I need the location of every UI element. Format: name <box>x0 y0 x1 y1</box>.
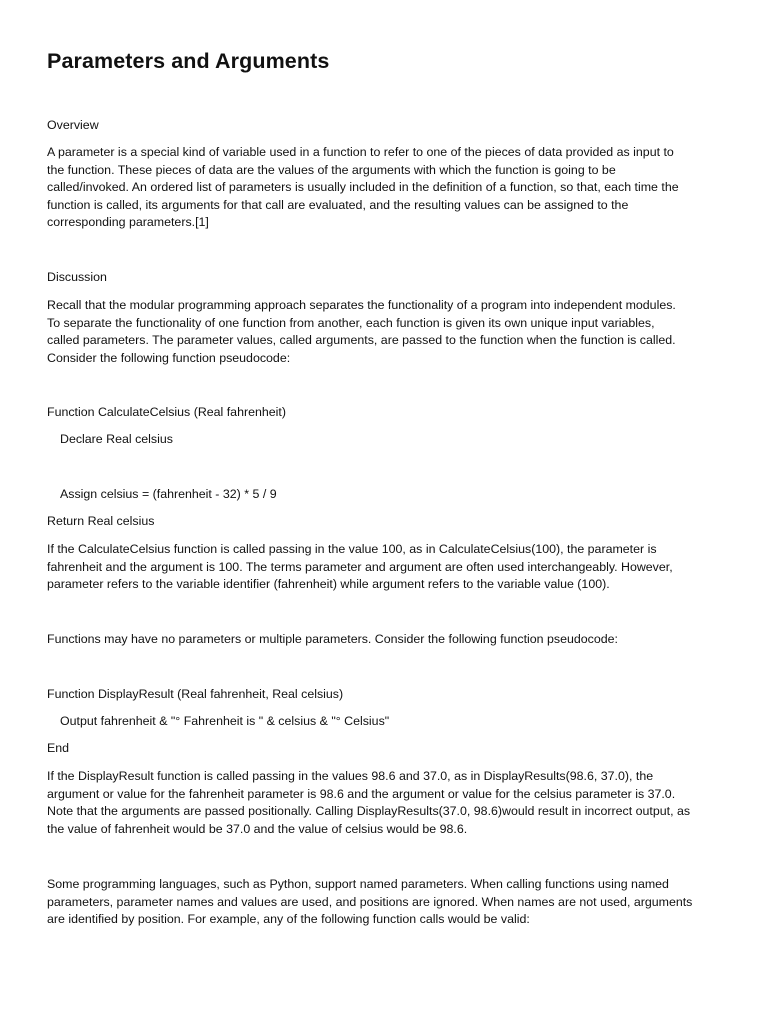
overview-line: corresponding parameters.[1] <box>47 215 209 230</box>
code1-assign: Assign celsius = (fahrenheit - 32) * 5 / 9 <box>60 487 277 501</box>
code1-header: Function CalculateCelsius (Real fahrenheit) <box>47 405 286 419</box>
overview-line: function is called, its arguments for that call are evaluated, and the resulting values can be assigned to the <box>47 197 629 212</box>
overview-line: the function. These pieces of data are the values of the arguments with which the function is going to be <box>47 162 616 177</box>
discussion-paragraph <box>47 297 676 367</box>
calc-line: parameter refers to the variable identifier (fahrenheit) while argument refers to the variable value (100). <box>47 577 610 592</box>
discussion-heading: Discussion <box>47 270 107 284</box>
overview-heading: Overview <box>47 118 99 132</box>
code2-header: Function DisplayResult (Real fahrenheit, Real celsius) <box>47 687 344 701</box>
discussion-line: Recall that the modular programming approach separates the functionality of a program into independent modules. <box>47 298 676 312</box>
display-line: Note that the arguments are passed positionally. Calling DisplayResults(37.0, 98.6)would result in incorrect output, as <box>47 804 691 819</box>
code2-output: Output fahrenheit & "° Fahrenheit is " & celsius & "° Celsius" <box>60 714 390 728</box>
code1-declare: Declare Real celsius <box>60 432 173 446</box>
display-line: the value of fahrenheit would be 37.0 and the value of celsius would be 98.6. <box>47 821 468 836</box>
calc-paragraph <box>47 541 673 594</box>
overview-paragraph <box>47 144 679 232</box>
discussion-line: To separate the functionality of one function from another, each function is given its own unique input variables, <box>47 315 655 330</box>
display-paragraph <box>47 768 690 838</box>
display-line: argument or value for the fahrenheit parameter is 98.6 and the argument or value for the celsius parameter is 37.0. <box>47 786 676 801</box>
named-params-paragraph <box>47 876 692 929</box>
code2-end: End <box>47 741 70 755</box>
named-line: Some programming languages, such as Python, support named parameters. When calling functions using named <box>47 877 669 891</box>
named-line: are identified by position. For example, any of the following function calls would be valid: <box>47 912 530 927</box>
multi-param-paragraph: Functions may have no parameters or multiple parameters. Consider the following function pseudocode: <box>47 632 618 646</box>
discussion-line: Consider the following function pseudocode: <box>47 350 291 365</box>
named-line: parameters, parameter names and values are used, and positions are ignored. When names are not used, arguments <box>47 894 693 909</box>
page-title: Parameters and Arguments <box>47 49 330 73</box>
code1-return: Return Real celsius <box>47 514 155 528</box>
calc-line: fahrenheit and the argument is 100. The terms parameter and argument are often used interchangeably. However, <box>47 559 673 574</box>
overview-line: A parameter is a special kind of variable used in a function to refer to one of the pieces of data provided as input to <box>47 145 674 159</box>
display-line: If the DisplayResult function is called passing in the values 98.6 and 37.0, as in DisplayResults(98.6, 37.0), the <box>47 769 654 783</box>
overview-line: called/invoked. An ordered list of parameters is usually included in the definition of a function, so that, each time the <box>47 180 679 195</box>
calc-line: If the CalculateCelsius function is called passing in the value 100, as in CalculateCelsius(100), the parameter is <box>47 542 657 556</box>
discussion-line: called parameters. The parameter values, called arguments, are passed to the function when the function is called. <box>47 333 676 348</box>
